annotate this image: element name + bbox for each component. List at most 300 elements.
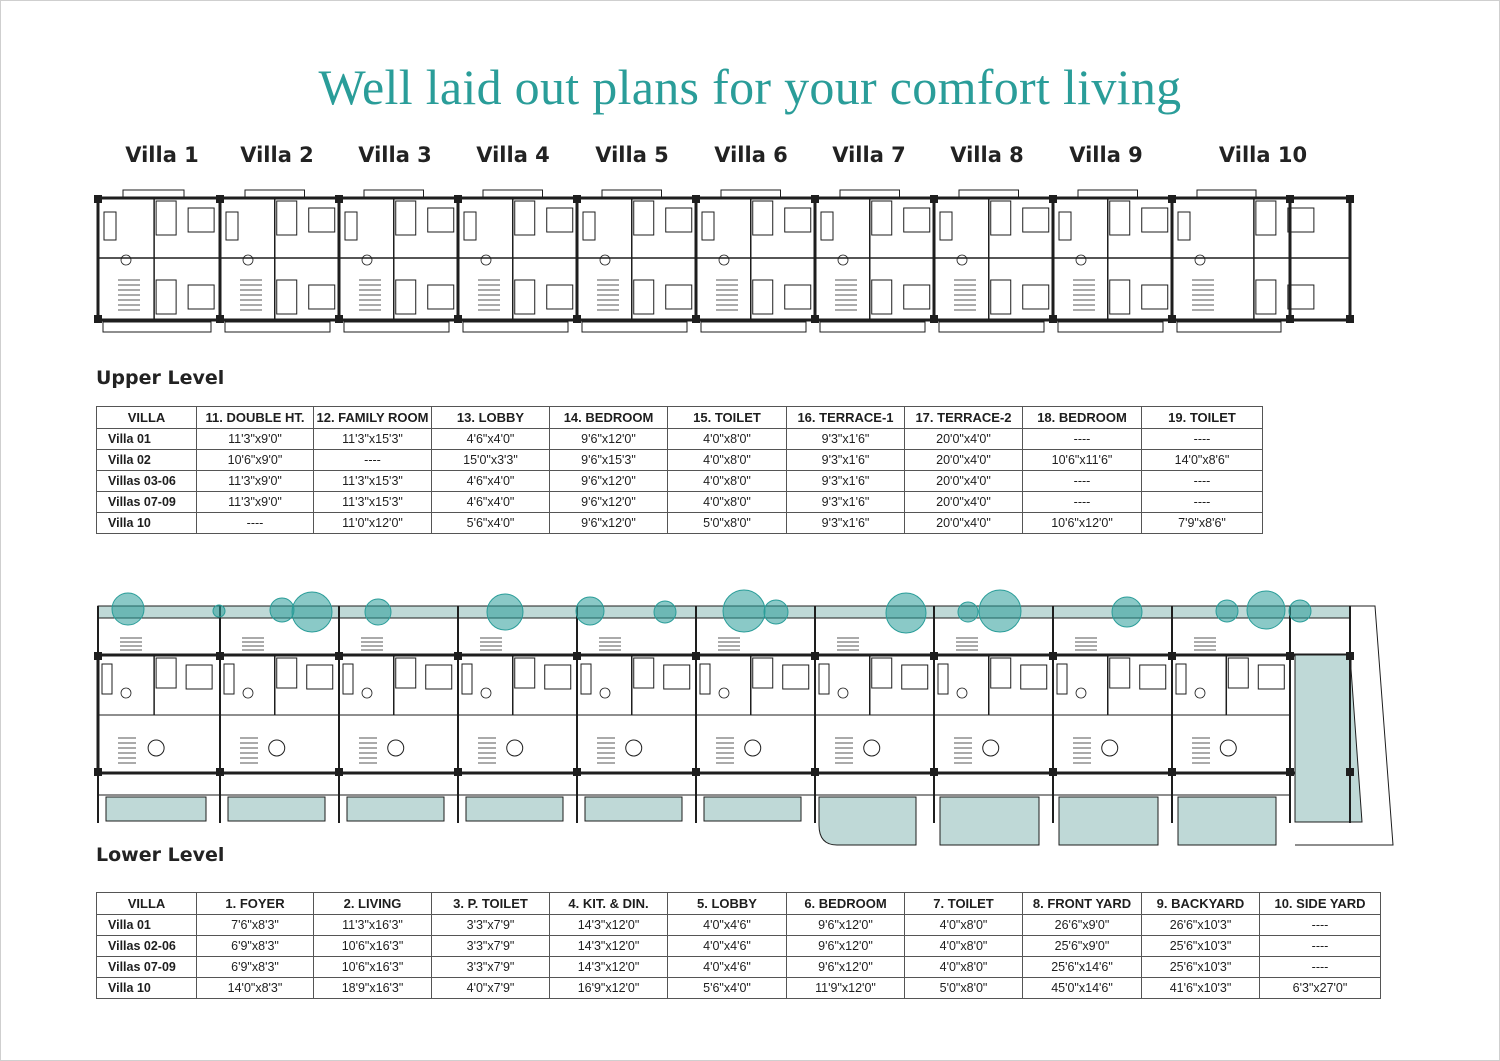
dimension-cell: 11'3"x15'3" bbox=[314, 492, 432, 513]
bed bbox=[1023, 208, 1049, 232]
bed bbox=[547, 208, 573, 232]
sofa bbox=[700, 664, 710, 694]
dimension-cell: 7'6"x8'3" bbox=[197, 915, 314, 936]
dining-table bbox=[148, 740, 164, 756]
column bbox=[335, 195, 343, 203]
column bbox=[1346, 768, 1354, 776]
bed bbox=[1258, 665, 1284, 689]
tree-icon bbox=[1247, 591, 1285, 629]
bed bbox=[666, 285, 692, 309]
toilet-block bbox=[1110, 280, 1130, 314]
sofa bbox=[1176, 664, 1186, 694]
sofa bbox=[343, 664, 353, 694]
column-header: 7. TOILET bbox=[905, 893, 1023, 915]
column bbox=[216, 768, 224, 776]
terrace-rail bbox=[582, 322, 687, 332]
dimension-cell: 4'6"x4'0" bbox=[432, 429, 550, 450]
sofa bbox=[104, 212, 116, 240]
sofa bbox=[462, 664, 472, 694]
column-header: 19. TOILET bbox=[1142, 407, 1263, 429]
light-symbol bbox=[481, 688, 491, 698]
table-row bbox=[97, 915, 1381, 936]
column bbox=[811, 195, 819, 203]
dimension-cell: 4'0"x4'6" bbox=[668, 915, 787, 936]
front-yard bbox=[106, 797, 206, 821]
toilet-block bbox=[396, 280, 416, 314]
column bbox=[335, 315, 343, 323]
villa-label-5: Villa 5 bbox=[595, 143, 669, 167]
column-header: VILLA bbox=[97, 407, 197, 429]
toilet-block bbox=[991, 658, 1011, 688]
bed bbox=[309, 208, 335, 232]
dimension-cell: 9'3"x1'6" bbox=[787, 471, 905, 492]
column-header: 5. LOBBY bbox=[668, 893, 787, 915]
column bbox=[692, 768, 700, 776]
toilet-block bbox=[753, 280, 773, 314]
bed bbox=[426, 665, 452, 689]
bed bbox=[186, 665, 212, 689]
toilet-block bbox=[872, 201, 892, 235]
dimension-cell: 9'6"x12'0" bbox=[787, 936, 905, 957]
dimension-cell: 11'0"x12'0" bbox=[314, 513, 432, 534]
toilet-block bbox=[515, 658, 535, 688]
terrace-rail bbox=[103, 322, 211, 332]
sofa bbox=[226, 212, 238, 240]
villa-label-4: Villa 4 bbox=[476, 143, 550, 167]
plant bbox=[1076, 255, 1086, 265]
column bbox=[94, 315, 102, 323]
dimension-cell: 10'6"x16'3" bbox=[314, 957, 432, 978]
column bbox=[573, 768, 581, 776]
dimension-cell: 25'6"x9'0" bbox=[1023, 936, 1142, 957]
plant bbox=[600, 255, 610, 265]
dimension-cell: 26'6"x9'0" bbox=[1023, 915, 1142, 936]
villa-label-10: Villa 10 bbox=[1218, 143, 1308, 167]
column bbox=[692, 315, 700, 323]
toilet-block bbox=[991, 201, 1011, 235]
villa-name-cell: Villa 01 bbox=[97, 429, 197, 450]
toilet-block bbox=[277, 658, 297, 688]
bed bbox=[428, 208, 454, 232]
bed bbox=[1142, 285, 1168, 309]
terrace-rail bbox=[820, 322, 925, 332]
light-symbol bbox=[838, 688, 848, 698]
tree-icon bbox=[1216, 600, 1238, 622]
toilet-block bbox=[753, 201, 773, 235]
column bbox=[930, 195, 938, 203]
plant bbox=[719, 255, 729, 265]
dimension-cell: ---- bbox=[1142, 471, 1263, 492]
page-title: Well laid out plans for your comfort living bbox=[318, 59, 1182, 115]
column bbox=[1286, 315, 1294, 323]
dimension-cell: 11'3"x16'3" bbox=[314, 915, 432, 936]
column bbox=[94, 195, 102, 203]
dining-table bbox=[864, 740, 880, 756]
tree-icon bbox=[112, 593, 144, 625]
dimension-cell: 4'0"x7'9" bbox=[432, 978, 550, 999]
table-row bbox=[97, 936, 1381, 957]
bed bbox=[1142, 208, 1168, 232]
bed bbox=[902, 665, 928, 689]
bed bbox=[1288, 285, 1314, 309]
sofa bbox=[1059, 212, 1071, 240]
column-header: 9. BACKYARD bbox=[1142, 893, 1260, 915]
villa-label-8: Villa 8 bbox=[950, 143, 1024, 167]
dimension-cell: 5'0"x8'0" bbox=[905, 978, 1023, 999]
column bbox=[1049, 195, 1057, 203]
column bbox=[1286, 652, 1294, 660]
dimension-cell: 11'3"x9'0" bbox=[197, 471, 314, 492]
toilet-block bbox=[156, 201, 176, 235]
light-symbol bbox=[362, 688, 372, 698]
sofa bbox=[583, 212, 595, 240]
dimension-cell: ---- bbox=[1142, 429, 1263, 450]
column bbox=[692, 652, 700, 660]
column bbox=[454, 195, 462, 203]
dimension-cell: ---- bbox=[1260, 957, 1381, 978]
column-header: 13. LOBBY bbox=[432, 407, 550, 429]
dimension-cell: ---- bbox=[1023, 471, 1142, 492]
dimension-cell: 7'9"x8'6" bbox=[1142, 513, 1263, 534]
dimension-cell: 4'6"x4'0" bbox=[432, 471, 550, 492]
tree-icon bbox=[365, 599, 391, 625]
table-row bbox=[97, 429, 1263, 450]
dimension-cell: 11'9"x12'0" bbox=[787, 978, 905, 999]
bed bbox=[547, 285, 573, 309]
bed bbox=[309, 285, 335, 309]
dimension-cell: ---- bbox=[197, 513, 314, 534]
plant bbox=[838, 255, 848, 265]
dining-table bbox=[983, 740, 999, 756]
column-header: 17. TERRACE-2 bbox=[905, 407, 1023, 429]
terrace-rail bbox=[225, 322, 330, 332]
upper-level-table bbox=[96, 406, 1263, 534]
column-header: 12. FAMILY ROOM bbox=[314, 407, 432, 429]
dimension-cell: 4'0"x8'0" bbox=[668, 450, 787, 471]
dining-table bbox=[745, 740, 761, 756]
toilet-block bbox=[277, 201, 297, 235]
dimension-cell: 25'6"x10'3" bbox=[1142, 957, 1260, 978]
villa-label-1: Villa 1 bbox=[125, 143, 199, 167]
column bbox=[1346, 195, 1354, 203]
bed bbox=[666, 208, 692, 232]
toilet-block bbox=[1228, 658, 1248, 688]
plant bbox=[1195, 255, 1205, 265]
dimension-cell: ---- bbox=[1260, 915, 1381, 936]
table-row bbox=[97, 513, 1263, 534]
tree-icon bbox=[764, 600, 788, 624]
outer-wall bbox=[98, 655, 1350, 773]
light-symbol bbox=[600, 688, 610, 698]
dimension-cell: 9'3"x1'6" bbox=[787, 450, 905, 471]
column bbox=[1168, 768, 1176, 776]
column bbox=[1049, 315, 1057, 323]
upper-level-floor-plan bbox=[90, 185, 1410, 345]
bed bbox=[307, 665, 333, 689]
dimension-cell: 9'6"x12'0" bbox=[787, 915, 905, 936]
villa-label-2: Villa 2 bbox=[240, 143, 314, 167]
dimension-cell: 9'6"x12'0" bbox=[787, 957, 905, 978]
sofa bbox=[464, 212, 476, 240]
column bbox=[573, 652, 581, 660]
bed bbox=[783, 665, 809, 689]
dimension-cell: 10'6"x11'6" bbox=[1023, 450, 1142, 471]
dimension-cell: 6'9"x8'3" bbox=[197, 957, 314, 978]
tree-icon bbox=[1112, 597, 1142, 627]
front-yard bbox=[466, 797, 563, 821]
toilet-block bbox=[872, 658, 892, 688]
outer-wall bbox=[98, 198, 1350, 320]
light-symbol bbox=[1076, 688, 1086, 698]
sofa bbox=[702, 212, 714, 240]
column bbox=[1346, 652, 1354, 660]
front-yard bbox=[704, 797, 801, 821]
table-row bbox=[97, 978, 1381, 999]
bed bbox=[545, 665, 571, 689]
column bbox=[573, 315, 581, 323]
toilet-block bbox=[396, 201, 416, 235]
dimension-cell: 15'0"x3'3" bbox=[432, 450, 550, 471]
dimension-cell: 3'3"x7'9" bbox=[432, 915, 550, 936]
dimension-cell: 20'0"x4'0" bbox=[905, 450, 1023, 471]
column-header: 10. SIDE YARD bbox=[1260, 893, 1381, 915]
column-header: 6. BEDROOM bbox=[787, 893, 905, 915]
column bbox=[1049, 652, 1057, 660]
lower-level-floor-plan bbox=[90, 585, 1410, 850]
dimension-cell: 9'3"x1'6" bbox=[787, 513, 905, 534]
lower-table-header-row bbox=[97, 893, 1381, 915]
sofa bbox=[938, 664, 948, 694]
upper-level-heading: Upper Level bbox=[96, 367, 225, 389]
villa-name-cell: Villa 02 bbox=[97, 450, 197, 471]
plant bbox=[362, 255, 372, 265]
column bbox=[454, 315, 462, 323]
bed bbox=[1140, 665, 1166, 689]
dimension-cell: 4'0"x4'6" bbox=[668, 957, 787, 978]
dimension-cell: 26'6"x10'3" bbox=[1142, 915, 1260, 936]
column bbox=[454, 768, 462, 776]
column-header: 3. P. TOILET bbox=[432, 893, 550, 915]
dimension-cell: 14'3"x12'0" bbox=[550, 915, 668, 936]
tree-icon bbox=[1289, 600, 1311, 622]
dining-table bbox=[1102, 740, 1118, 756]
toilet-block bbox=[1110, 201, 1130, 235]
dimension-cell: ---- bbox=[1023, 492, 1142, 513]
column-header: 16. TERRACE-1 bbox=[787, 407, 905, 429]
dining-table bbox=[269, 740, 285, 756]
sofa bbox=[821, 212, 833, 240]
dimension-cell: ---- bbox=[1142, 492, 1263, 513]
column-header: 18. BEDROOM bbox=[1023, 407, 1142, 429]
dimension-cell: 4'0"x4'6" bbox=[668, 936, 787, 957]
column-header: 4. KIT. & DIN. bbox=[550, 893, 668, 915]
bed bbox=[188, 285, 214, 309]
column-header: VILLA bbox=[97, 893, 197, 915]
table-row bbox=[97, 471, 1263, 492]
dimension-cell: 9'6"x12'0" bbox=[550, 492, 668, 513]
column bbox=[216, 195, 224, 203]
tree-icon bbox=[723, 590, 765, 632]
dining-table bbox=[626, 740, 642, 756]
dining-table bbox=[507, 740, 523, 756]
front-yard bbox=[585, 797, 682, 821]
column bbox=[930, 315, 938, 323]
bed bbox=[188, 208, 214, 232]
bed bbox=[1288, 208, 1314, 232]
table-row bbox=[97, 957, 1381, 978]
tree-icon bbox=[654, 601, 676, 623]
terrace-rail bbox=[463, 322, 568, 332]
column bbox=[1346, 315, 1354, 323]
toilet-block bbox=[991, 280, 1011, 314]
dimension-cell: ---- bbox=[314, 450, 432, 471]
terrace-rail bbox=[344, 322, 449, 332]
column bbox=[1049, 768, 1057, 776]
toilet-block bbox=[515, 280, 535, 314]
sofa bbox=[581, 664, 591, 694]
villa-name-cell: Villa 10 bbox=[97, 513, 197, 534]
bed bbox=[1021, 665, 1047, 689]
dimension-cell: 45'0"x14'6" bbox=[1023, 978, 1142, 999]
bed bbox=[428, 285, 454, 309]
column bbox=[335, 652, 343, 660]
light-symbol bbox=[243, 688, 253, 698]
dimension-cell: 10'6"x16'3" bbox=[314, 936, 432, 957]
tree-icon bbox=[958, 602, 978, 622]
dimension-cell: 6'3"x27'0" bbox=[1260, 978, 1381, 999]
column-header: 15. TOILET bbox=[668, 407, 787, 429]
dimension-cell: 9'6"x12'0" bbox=[550, 429, 668, 450]
dimension-cell: 25'6"x14'6" bbox=[1023, 957, 1142, 978]
sofa bbox=[819, 664, 829, 694]
dimension-cell: 14'3"x12'0" bbox=[550, 936, 668, 957]
column bbox=[811, 768, 819, 776]
front-yard bbox=[347, 797, 444, 821]
dimension-cell: 10'6"x12'0" bbox=[1023, 513, 1142, 534]
dining-table bbox=[1220, 740, 1236, 756]
column bbox=[811, 315, 819, 323]
tree-icon bbox=[576, 597, 604, 625]
dimension-cell: 11'3"x9'0" bbox=[197, 492, 314, 513]
toilet-block bbox=[1256, 201, 1276, 235]
dimension-cell: 9'3"x1'6" bbox=[787, 492, 905, 513]
villa-name-cell: Villas 02-06 bbox=[97, 936, 197, 957]
sofa bbox=[345, 212, 357, 240]
column bbox=[1168, 652, 1176, 660]
bed bbox=[1023, 285, 1049, 309]
toilet-block bbox=[1256, 280, 1276, 314]
dimension-cell: 9'6"x15'3" bbox=[550, 450, 668, 471]
dimension-cell: 4'0"x8'0" bbox=[905, 957, 1023, 978]
toilet-block bbox=[156, 658, 176, 688]
dimension-cell: 25'6"x10'3" bbox=[1142, 936, 1260, 957]
terrace-rail bbox=[1177, 322, 1281, 332]
villa-name-cell: Villa 01 bbox=[97, 915, 197, 936]
villa-name-cell: Villas 07-09 bbox=[97, 957, 197, 978]
terrace-rail bbox=[1058, 322, 1163, 332]
column bbox=[573, 195, 581, 203]
dining-table bbox=[388, 740, 404, 756]
upper-table-header-row bbox=[97, 407, 1263, 429]
column bbox=[811, 652, 819, 660]
front-yard bbox=[819, 797, 916, 845]
terrace-rail bbox=[701, 322, 806, 332]
dimension-cell: 20'0"x4'0" bbox=[905, 492, 1023, 513]
toilet-block bbox=[634, 658, 654, 688]
column bbox=[94, 652, 102, 660]
sofa bbox=[1178, 212, 1190, 240]
plant bbox=[243, 255, 253, 265]
sofa bbox=[102, 664, 112, 694]
table-row bbox=[97, 450, 1263, 471]
villa-name-cell: Villa 10 bbox=[97, 978, 197, 999]
villa-label-3: Villa 3 bbox=[358, 143, 432, 167]
dimension-cell: 5'6"x4'0" bbox=[432, 513, 550, 534]
dimension-cell: 4'0"x8'0" bbox=[668, 492, 787, 513]
bed bbox=[904, 285, 930, 309]
dimension-cell: 6'9"x8'3" bbox=[197, 936, 314, 957]
column-header: 2. LIVING bbox=[314, 893, 432, 915]
toilet-block bbox=[277, 280, 297, 314]
plant bbox=[481, 255, 491, 265]
bed bbox=[664, 665, 690, 689]
dimension-cell: 10'6"x9'0" bbox=[197, 450, 314, 471]
column-header: 14. BEDROOM bbox=[550, 407, 668, 429]
column bbox=[216, 652, 224, 660]
column bbox=[1286, 768, 1294, 776]
light-symbol bbox=[957, 688, 967, 698]
light-symbol bbox=[719, 688, 729, 698]
toilet-block bbox=[515, 201, 535, 235]
column bbox=[335, 768, 343, 776]
dimension-cell: 41'6"x10'3" bbox=[1142, 978, 1260, 999]
dimension-cell: 9'6"x12'0" bbox=[550, 513, 668, 534]
dimension-cell: 18'9"x16'3" bbox=[314, 978, 432, 999]
villa-name-cell: Villas 03-06 bbox=[97, 471, 197, 492]
front-yard bbox=[228, 797, 325, 821]
dimension-cell: 11'3"x9'0" bbox=[197, 429, 314, 450]
bed bbox=[904, 208, 930, 232]
column bbox=[454, 652, 462, 660]
plant bbox=[121, 255, 131, 265]
dimension-cell: 9'6"x12'0" bbox=[550, 471, 668, 492]
dimension-cell: 20'0"x4'0" bbox=[905, 429, 1023, 450]
plant bbox=[957, 255, 967, 265]
toilet-block bbox=[872, 280, 892, 314]
column bbox=[1168, 315, 1176, 323]
dimension-cell: 11'3"x15'3" bbox=[314, 429, 432, 450]
column bbox=[1168, 195, 1176, 203]
villa-label-9: Villa 9 bbox=[1069, 143, 1143, 167]
sofa bbox=[940, 212, 952, 240]
dimension-cell: 5'6"x4'0" bbox=[668, 978, 787, 999]
column bbox=[930, 652, 938, 660]
column bbox=[216, 315, 224, 323]
villa-name-cell: Villas 07-09 bbox=[97, 492, 197, 513]
dimension-cell: 4'0"x8'0" bbox=[668, 429, 787, 450]
dimension-cell: 5'0"x8'0" bbox=[668, 513, 787, 534]
side-yard bbox=[1295, 655, 1362, 822]
toilet-block bbox=[396, 658, 416, 688]
lower-level-heading: Lower Level bbox=[96, 844, 225, 866]
dimension-cell: 20'0"x4'0" bbox=[905, 471, 1023, 492]
dimension-cell: 14'0"x8'3" bbox=[197, 978, 314, 999]
dimension-cell: 4'0"x8'0" bbox=[668, 471, 787, 492]
tree-icon bbox=[979, 590, 1021, 632]
light-symbol bbox=[1195, 688, 1205, 698]
tree-icon bbox=[213, 605, 225, 617]
dimension-cell: 14'0"x8'6" bbox=[1142, 450, 1263, 471]
